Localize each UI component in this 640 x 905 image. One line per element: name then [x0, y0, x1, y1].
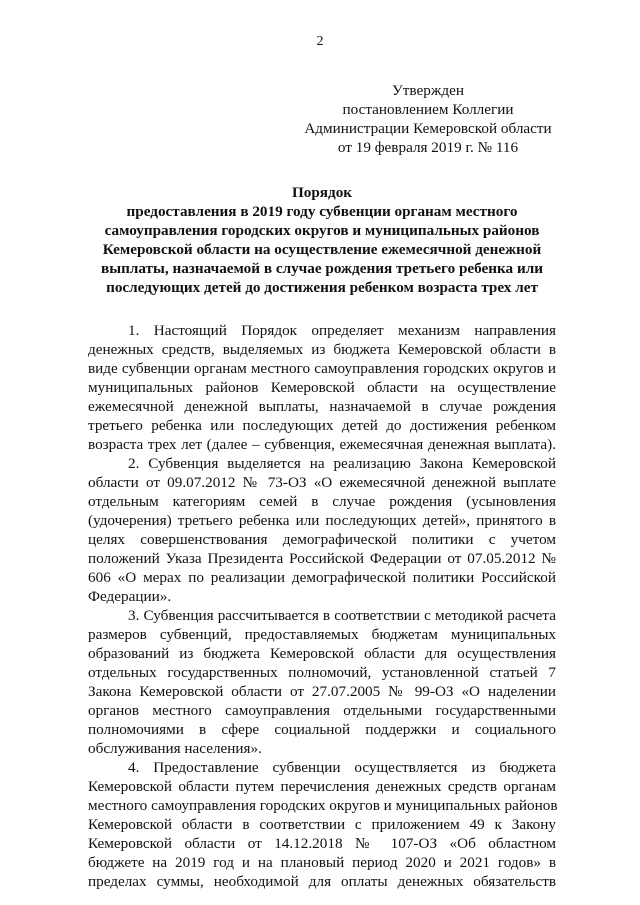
title-line: Кемеровской области на осуществление ежемесячной денежной: [102, 241, 542, 258]
text-line: Кемеровской области от 14.12.2018 № 107-ОЗ «Об областном: [88, 835, 556, 852]
title-line: выплаты, назначаемой в случае рождения третьего ребенка или: [101, 260, 543, 277]
title-line: самоуправления городских округов и муниципальных районов: [104, 222, 540, 239]
text-line: органов местного самоуправления отдельными государственными: [88, 702, 556, 719]
text-line: Кемеровской области в соответствии с приложением 49 к Закону: [88, 816, 556, 833]
text-line: Кемеровской области путем перечисления денежных средств органам: [88, 778, 556, 795]
text-line: ежемесячной денежной выплаты, назначаемой в случае рождения: [88, 398, 556, 415]
text-line: образований из бюджета Кемеровской области для осуществления: [88, 645, 556, 662]
text-line: 606 «О мерах по реализации демографической политики Российской: [88, 569, 556, 586]
text-line: возраста трех лет (далее – субвенция, ежемесячная денежная выплата).: [88, 436, 556, 453]
text-line: 4. Предоставление субвенции осуществляется из бюджета: [128, 759, 556, 776]
approval-line: Администрации Кемеровской области: [304, 120, 552, 137]
title-line: предоставления в 2019 году субвенции органам местного: [126, 203, 518, 220]
text-line: пределах суммы, необходимой для оплаты денежных обязательств: [88, 873, 556, 890]
text-line: Федерации».: [88, 588, 172, 605]
paragraph-4: [88, 758, 556, 891]
text-line: области от 09.07.2012 № 73-ОЗ «О ежемесячной денежной выплате: [88, 474, 556, 491]
text-line: третьего ребенка или последующих детей до достижения ребенком: [88, 417, 556, 434]
text-line: денежных средств, выделяемых из бюджета Кемеровской области в: [88, 341, 556, 358]
text-line: 1. Настоящий Порядок определяет механизм направления: [128, 322, 556, 339]
title-line: Порядок: [291, 184, 353, 201]
text-line: муниципальных районов Кемеровской области на осуществление: [88, 379, 556, 396]
paragraph-3: [88, 606, 556, 758]
text-line: полномочиями в сфере социальной поддержки и социального: [88, 721, 556, 738]
text-line: виде субвенции органам местного самоуправления городских округов и: [88, 360, 556, 377]
text-line: 2. Субвенция выделяется на реализацию Закона Кемеровской: [128, 455, 556, 472]
text-line: (удочерения) третьего ребенка или последующих детей», принятого в: [88, 512, 556, 529]
text-line: 3. Субвенция рассчитывается в соответствии с методикой расчета: [128, 607, 556, 624]
paragraph-1: [88, 321, 556, 454]
page-number: 2: [316, 34, 324, 49]
text-line: бюджете на 2019 год и на плановый период 2020 и 2021 годов» в: [88, 854, 556, 871]
text-line: размеров субвенций, предоставляемых бюджетам муниципальных: [88, 626, 556, 643]
paragraph-2: [88, 454, 556, 606]
text-line: отдельных государственных полномочий, установленной статьей 7: [88, 664, 556, 681]
text-line: положений Указа Президента Российской Федерации от 07.05.2012 №: [88, 550, 556, 567]
text-line: Закона Кемеровской области от 27.07.2005 № 99-ОЗ «О наделении: [88, 683, 556, 700]
approval-line: от 19 февраля 2019 г. № 116: [337, 139, 519, 156]
text-line: местного самоуправления городских округов и муниципальных районов: [88, 797, 558, 814]
approval-line: постановлением Коллегии: [342, 101, 514, 118]
text-line: целях совершенствования демографической политики с учетом: [88, 531, 556, 548]
approval-stamp: [298, 81, 558, 157]
approval-line: Утвержден: [392, 82, 464, 99]
document-title: [88, 183, 556, 297]
text-line: обслуживания населения».: [88, 740, 262, 757]
title-line: последующих детей до достижения ребенком возраста трех лет: [106, 279, 538, 296]
text-line: отдельным категориям семей в случае рождения (усыновления: [88, 493, 556, 510]
